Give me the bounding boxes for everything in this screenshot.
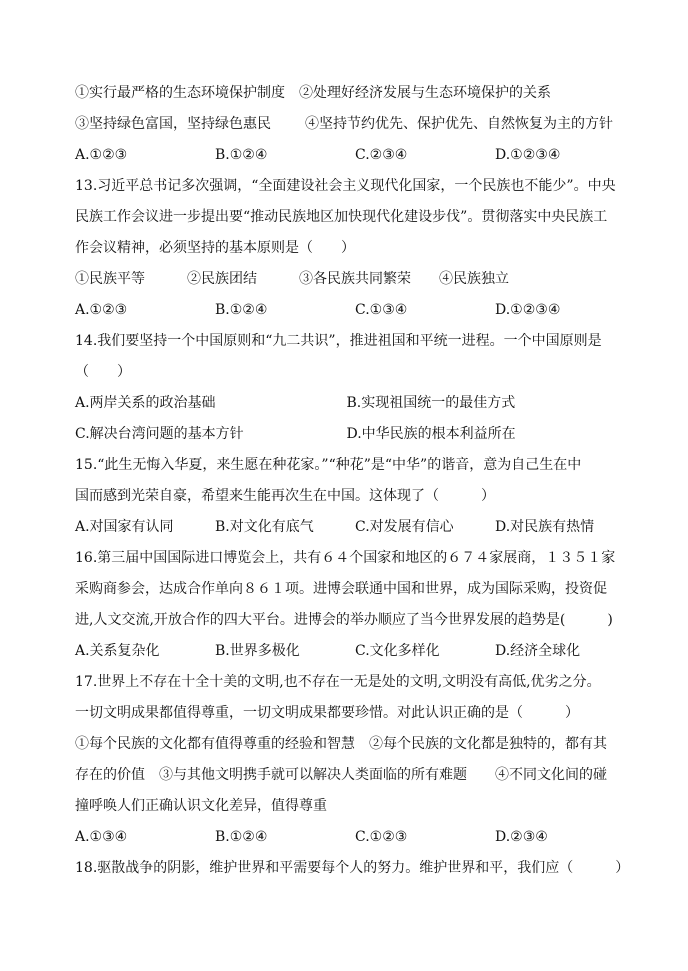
option-a[interactable]: A.①②③ bbox=[75, 147, 128, 163]
option-c[interactable]: C.①②③ bbox=[355, 829, 408, 845]
option-row bbox=[75, 636, 618, 667]
question-15-stem: 15.“此生无悔入华夏，来生愿在种花家。”“种花”是“中华”的谐音，意为自己生在中 bbox=[75, 457, 582, 473]
question-13-stem: 作会议精神，必须坚持的基本原则是（ ） bbox=[75, 240, 355, 256]
question-13-stem: 民族工作会议进一步提出要“推动民族地区加快现代化建设步伐”。贯彻落实中央民族工 bbox=[75, 209, 608, 225]
question-13-stem: 13.习近平总书记多次强调，“全面建设社会主义现代化国家，一个民族也不能少”。中央 bbox=[75, 178, 616, 194]
item-row bbox=[75, 78, 618, 109]
item-text: ②民族团结 bbox=[187, 271, 257, 287]
option-c[interactable]: C.对发展有信心 bbox=[355, 519, 454, 535]
option-d[interactable]: D.中华民族的根本利益所在 bbox=[346, 426, 516, 442]
option-row bbox=[75, 140, 618, 171]
option-d[interactable]: D.对民族有热情 bbox=[495, 519, 595, 535]
option-d[interactable]: D.①②③④ bbox=[495, 147, 561, 163]
option-b[interactable]: B.①②④ bbox=[215, 829, 268, 845]
question-16-stem: 16.第三届中国国际进口博览会上，共有６４个国家和地区的６７４家展商，１３５１家 bbox=[75, 550, 616, 566]
option-c[interactable]: C.②③④ bbox=[355, 147, 408, 163]
question-16-stem: 采购商参会，达成合作单向８６１项。进博会联通中国和世界，成为国际采购，投资促 bbox=[75, 581, 607, 597]
option-a[interactable]: A.①②③ bbox=[75, 302, 128, 318]
item-text: ①民族平等 bbox=[75, 271, 145, 287]
option-c[interactable]: C.文化多样化 bbox=[355, 643, 440, 659]
item-text: ③坚持绿色富国，坚持绿色惠民 bbox=[75, 116, 271, 132]
option-row bbox=[75, 388, 618, 419]
option-a[interactable]: A.两岸关系的政治基础 bbox=[75, 395, 216, 411]
option-c[interactable]: C.解决台湾问题的基本方针 bbox=[75, 426, 244, 442]
item-text: ①实行最严格的生态环境保护制度 bbox=[75, 85, 285, 101]
question-17-item-text: ①每个民族的文化都有值得尊重的经验和智慧 ②每个民族的文化都是独特的，都有其 bbox=[75, 736, 607, 752]
question-18-stem: 18.驱散战争的阴影，维护世界和平需要每个人的努力。维护世界和平，我们应（ ） bbox=[75, 860, 630, 876]
option-c[interactable]: C.①③④ bbox=[355, 302, 408, 318]
option-b[interactable]: B.①②④ bbox=[215, 302, 268, 318]
question-15-stem: 国而感到光荣自豪，希望来生能再次生在中国。这体现了（ ） bbox=[75, 488, 495, 504]
item-text: ③各民族共同繁荣 bbox=[299, 271, 411, 287]
option-row bbox=[75, 295, 618, 326]
option-row bbox=[75, 512, 618, 543]
option-a[interactable]: A.①③④ bbox=[75, 829, 128, 845]
option-d[interactable]: D.经济全球化 bbox=[495, 643, 581, 659]
option-row bbox=[75, 822, 618, 853]
item-text: ②处理好经济发展与生态环境保护的关系 bbox=[299, 85, 551, 101]
question-17-stem: 17.世界上不存在十全十美的文明,也不存在一无是处的文明,文明没有高低,优劣之分。 bbox=[75, 674, 601, 690]
item-text: ④民族独立 bbox=[439, 271, 509, 287]
question-17-item-text: 撞呼唤人们正确认识文化差异，值得尊重 bbox=[75, 798, 327, 814]
option-row bbox=[75, 419, 618, 450]
item-row bbox=[75, 264, 618, 295]
item-text: ④坚持节约优先、保护优先、自然恢复为主的方针 bbox=[305, 116, 613, 132]
option-a[interactable]: A.对国家有认同 bbox=[75, 519, 174, 535]
question-14-stem: （ ） bbox=[75, 364, 131, 380]
option-d[interactable]: D.①②③④ bbox=[495, 302, 561, 318]
option-a[interactable]: A.关系复杂化 bbox=[75, 643, 160, 659]
option-b[interactable]: B.对文化有底气 bbox=[215, 519, 314, 535]
question-16-stem: 进,人文交流,开放合作的四大平台。进博会的举办顺应了当今世界发展的趋势是( ) bbox=[75, 612, 613, 628]
option-d[interactable]: D.②③④ bbox=[495, 829, 548, 845]
question-17-stem: 一切文明成果都值得尊重，一切文明成果都要珍惜。对此认识正确的是（ ） bbox=[75, 705, 579, 721]
question-14-stem: 14.我们要坚持一个中国原则和“九二共识”，推进祖国和平统一进程。一个中国原则是 bbox=[75, 333, 602, 349]
option-b[interactable]: B.①②④ bbox=[215, 147, 268, 163]
question-17-item-text: 存在的价值 ③与其他文明携手就可以解决人类面临的所有难题 ④不同文化间的碰 bbox=[75, 767, 607, 783]
option-b[interactable]: B.世界多极化 bbox=[215, 643, 300, 659]
option-b[interactable]: B.实现祖国统一的最佳方式 bbox=[346, 395, 516, 411]
item-row bbox=[75, 109, 618, 140]
